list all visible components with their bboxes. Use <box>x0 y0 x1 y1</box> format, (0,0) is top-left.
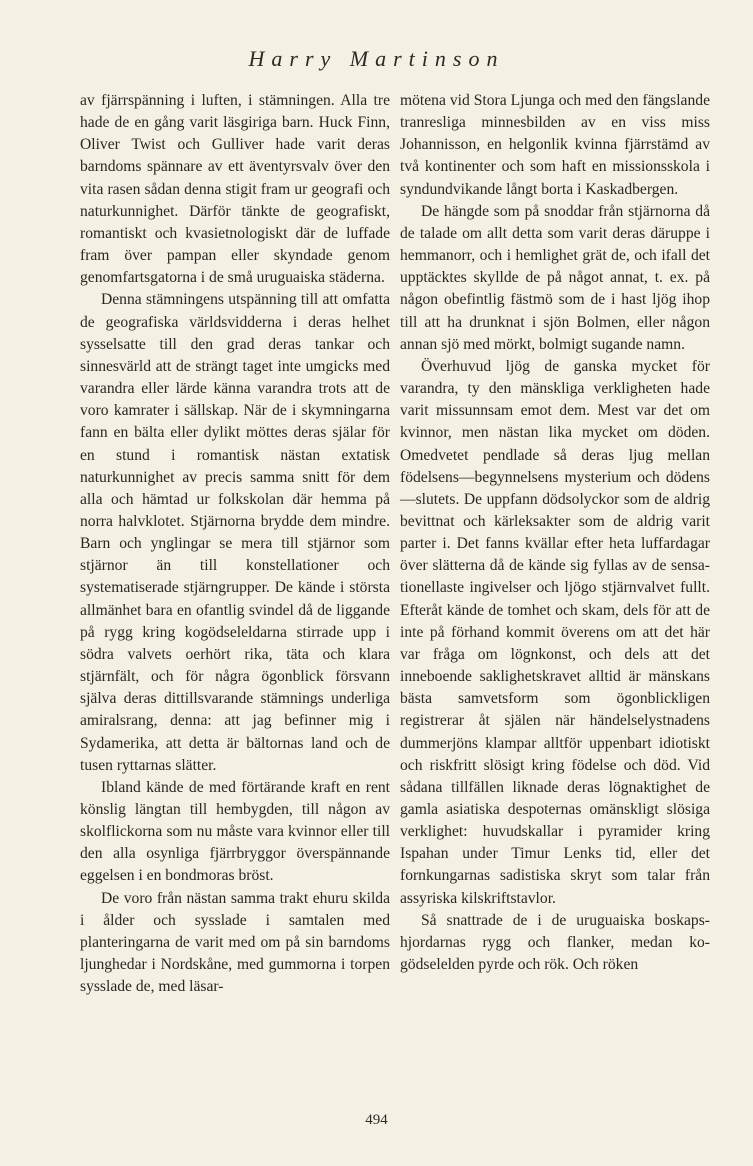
paragraph-left-2: Denna stämningens utspänning till att omfatta de geografiska världsvidderna i deras helhet sysselsatte till den grad deras tankar och sinnesvärld att de strängt taget inte umgicks med varandra eller lärde känna varandra trots att de voro kamrater i sällskap. När de i skymningarna fann en bälta eller dylikt möttes deras själar för en stund i romantisk nästan extatisk naturkunnighet av precis samma snitt för dem alla och hämtad ur folkskolan där hemma på norra halvklotet. Stjärnorna brydde dem mindre. Barn och ynglingar se mera till stjärnor som stjärnor än till konstellationer och systematiserade stjärngrupper. De kände i största allmänhet bara en ofantlig svindel då de liggande på rygg kring kogödseleldarna stirrade upp i södra valvets oerhört rika, täta och klara stjärnfält, och för några ögonblick försvann själva deras dittillsvarande stämnings underliga amiralsrang, denna: att jag befinner mig i Sydamerika, att detta är bältornas land och de tusen ryttarnas slätter. <box>80 291 390 774</box>
left-column <box>80 90 390 998</box>
paragraph-right-1: mötena vid Stora Ljunga och med den fängslande tranresliga minnesbilden av en viss miss Johannisson, en helgonlik kvinna fjärrstämd av två kontinenter och som haft en missionsskola i syndundvikande långt borta i Kaskadbergen. <box>400 92 710 198</box>
paragraph-right-3: Överhuvud ljög de ganska mycket för varandra, ty den mänskliga verkligheten hade varit missunnsam emot dem. Mest var det om kvinnor, men nästan lika mycket om döden. Omedvetet pendlade så deras ljug mellan födelsens—begynnelsens mysterium och dödens—slutets. De uppfann dödsolyckor som de aldrig bevittnat och kärleksakter som de aldrig varit parter i. Det fanns kvällar efter heta luffardagar över slätterna då de kände sig fyllas av de sensationellaste ingivelser och ljögo stjärnvalvet fullt. Efteråt kände de tomhet och skam, dels för att de inte på förhand kommit överens om att det här var fråga om lögnkonst, och dels att det inneboende saklighetskravet alltid är mänskans bästa samvetsform som ögonblickligen registrerar åt själen när händelselystnadens dummerjöns klampar alltför uppenbart idiotiskt och riskfritt slösigt kring födelse och död. Vid sådana tillfällen liknade deras lögnaktighet de gamla asiatiska despoternas omänskligt slösiga verklighet: huvudskallar i pyramider kring Ispahan under Timur Lenks tid, eller det fornkungarnas sadistiska skryt som talar från assyriska kilskriftstavlor. <box>400 357 710 907</box>
paragraph-right-2: De hängde som på snoddar från stjärnorna då de talade om allt detta som varit deras däruppe i hemmanorr, och i hemlighet grät de, och ifall det upptäcktes skyllde de på något annat, t. ex. på någon obefintlig fästmö som de i hast ljög ihop till att ha drunknat i sjön Bolmen, eller någon annan sjö med mörkt, bolmigt sugande namn. <box>400 202 710 353</box>
running-head: Harry Martinson <box>248 46 505 71</box>
page-number: 494 <box>365 1112 388 1128</box>
right-column <box>400 90 710 976</box>
paragraph-left-3: Ibland kände de med förtärande kraft en rent könslig längtan till hembygden, till någon av skolflickorna som nu måste vara kvinnor eller till den alla osynliga fjärrbryggor överspännande eggelsen i en bondmoras bröst. <box>80 778 390 885</box>
paragraph-left-1: av fjärrspänning i luften, i stämningen. Alla tre hade de en gång varit läsgiriga barn. Huck Finn, Oliver Twist och Gulliver hade varit deras barndoms spännare av ett äventyrsvalv över den vita rasen sådan denna stigit fram ur geografi och naturkunnighet. Därför tänkte de geografiskt, romantiskt och kvasietnologiskt där de luffade fram över pampan eller skyndade genom genomfartsgatorna i de små uruguaiska städerna. <box>80 92 390 287</box>
paragraph-left-4: De voro från nästan samma trakt ehuru skilda i ålder och sysslade i samtalen med planteringarna de varit med om på sin barndoms ljunghedar i Nordskåne, med gummorna i torpen sysslade de, med läsar- <box>80 889 390 996</box>
paragraph-right-4: Så snattrade de i de uruguaiska boskapshjordarnas rygg och flanker, medan kogödselelden pyrde och rök. Och röken <box>400 911 710 974</box>
